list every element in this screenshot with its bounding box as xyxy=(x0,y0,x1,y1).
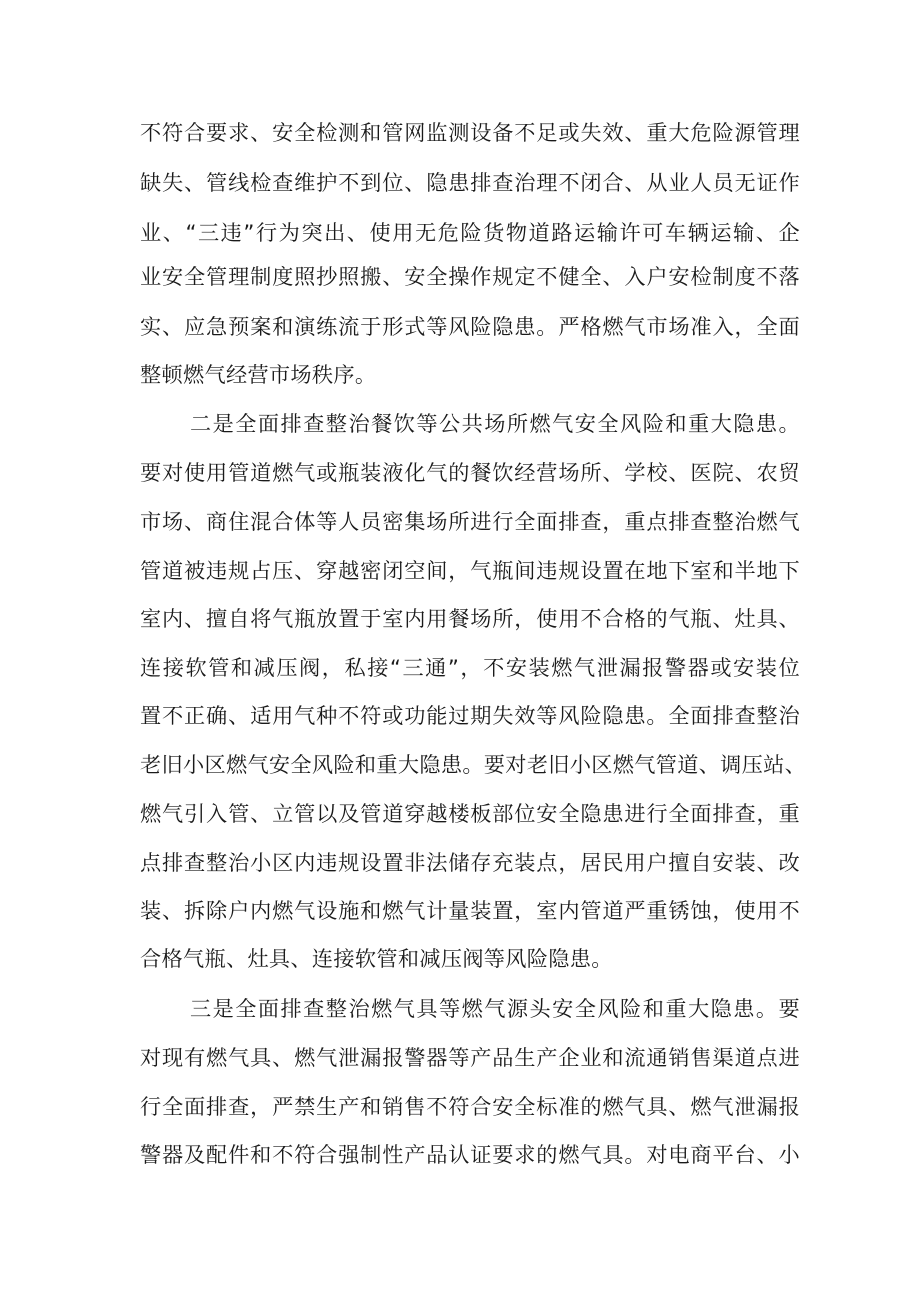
paragraph-heading-3: 三是全面排查整治燃气具等燃气源头安全风险和重大隐患。要 xyxy=(190,996,800,1021)
text-line: 缺失、管线检查维护不到位、隐患排查治理不闭合、从业人员无证作 xyxy=(140,170,800,195)
text-line: 警器及配件和不符合强制性产品认证要求的燃气具。对电商平台、小 xyxy=(140,1142,800,1167)
text-line: 不符合要求、安全检测和管网监测设备不足或失效、重大危险源管理 xyxy=(140,120,800,145)
text-line: 置不正确、适用气种不符或功能过期失效等风险隐患。全面排查整治 xyxy=(140,703,800,728)
text-line: 室内、擅自将气瓶放置于室内用餐场所，使用不合格的气瓶、灶具、 xyxy=(140,606,800,631)
text-line: 点排查整治小区内违规设置非法储存充装点，居民用户擅自安装、改 xyxy=(140,850,800,875)
text-line: 燃气引入管、立管以及管道穿越楼板部位安全隐患进行全面排查，重 xyxy=(140,801,800,826)
text-line: 实、应急预案和演练流于形式等风险隐患。严格燃气市场准入，全面 xyxy=(140,314,800,339)
text-line: 对现有燃气具、燃气泄漏报警器等产品生产企业和流通销售渠道点进 xyxy=(140,1045,800,1070)
text-line: 市场、商住混合体等人员密集场所进行全面排查，重点排查整治燃气 xyxy=(140,509,800,534)
text-line: 连接软管和减压阀，私接“三通”，不安装燃气泄漏报警器或安装位 xyxy=(140,655,800,680)
text-line: 业、“三违”行为突出、使用无危险货物道路运输许可车辆运输、企 xyxy=(140,220,800,245)
text-line: 合格气瓶、灶具、连接软管和减压阀等风险隐患。 xyxy=(140,946,613,971)
text-line: 管道被违规占压、穿越密闭空间，气瓶间违规设置在地下室和半地下 xyxy=(140,558,800,583)
text-line: 装、拆除户内燃气设施和燃气计量装置，室内管道严重锈蚀，使用不 xyxy=(140,898,800,923)
text-line: 整顿燃气经营市场秩序。 xyxy=(140,362,377,387)
paragraph-heading-2: 二是全面排查整治餐饮等公共场所燃气安全风险和重大隐患。 xyxy=(190,411,800,436)
text-line: 业安全管理制度照抄照搬、安全操作规定不健全、入户安检制度不落 xyxy=(140,264,800,289)
text-line: 行全面排查，严禁生产和销售不符合安全标准的燃气具、燃气泄漏报 xyxy=(140,1094,800,1119)
text-line: 老旧小区燃气安全风险和重大隐患。要对老旧小区燃气管道、调压站、 xyxy=(140,752,807,777)
text-line: 要对使用管道燃气或瓶装液化气的餐饮经营场所、学校、医院、农贸 xyxy=(140,460,800,485)
